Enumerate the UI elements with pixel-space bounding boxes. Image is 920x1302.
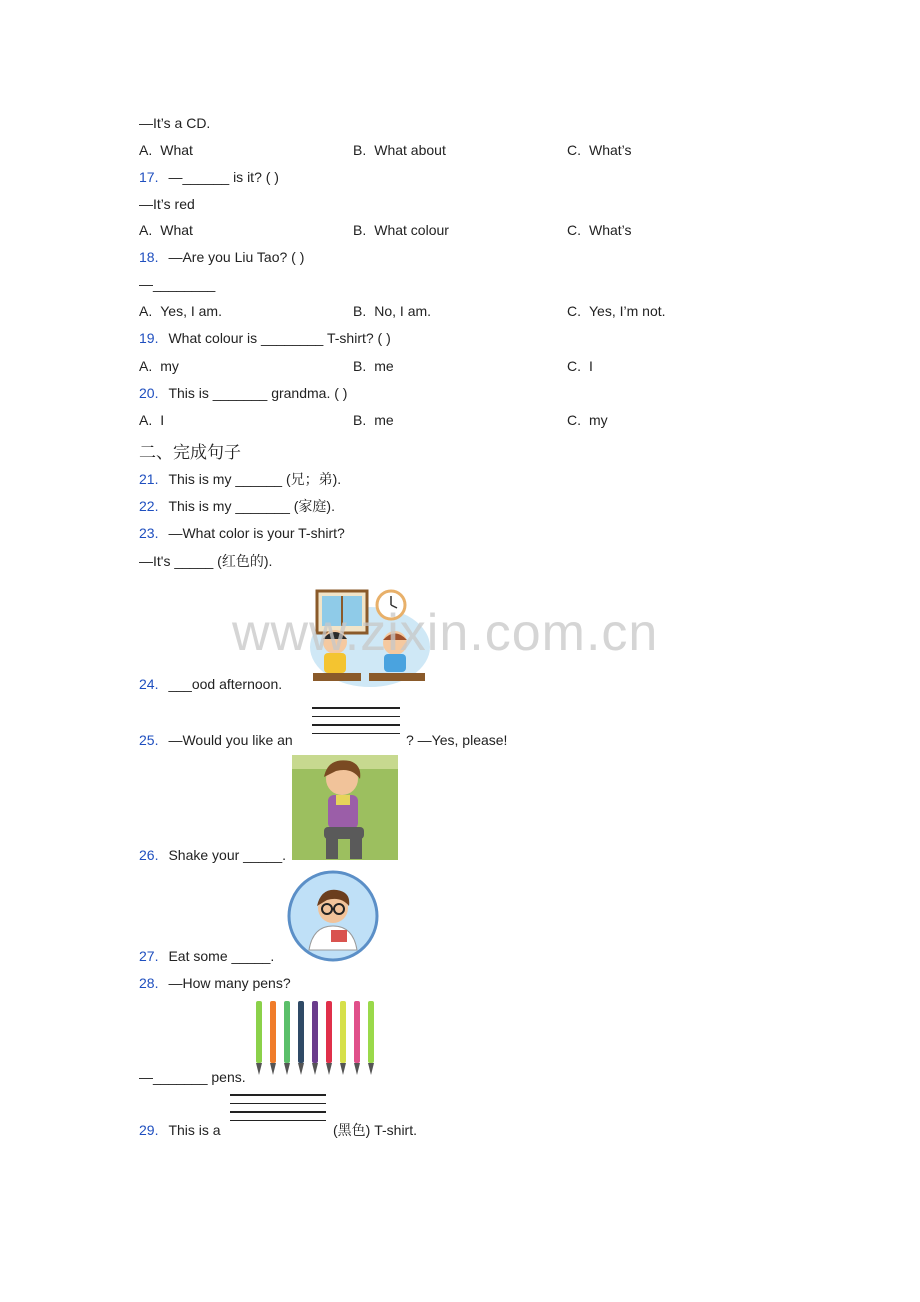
blank-line bbox=[312, 733, 400, 735]
question-number: 23. bbox=[139, 525, 159, 541]
question-number: 19. bbox=[139, 330, 159, 346]
question-text: —Are you Liu Tao? ( ) bbox=[168, 249, 305, 265]
question-text: Eat some _____. bbox=[168, 948, 275, 964]
answer-blank-lines bbox=[312, 707, 400, 741]
question-number: 24. bbox=[139, 676, 159, 692]
question-29 bbox=[139, 1121, 221, 1139]
option-text: What bbox=[160, 222, 193, 238]
question-text: This is my ______ (兄；弟). bbox=[168, 471, 342, 487]
question-25 bbox=[139, 731, 293, 749]
option-letter: A. bbox=[139, 303, 153, 319]
question-number: 20. bbox=[139, 385, 159, 401]
colored-pens-illustration bbox=[252, 997, 378, 1079]
blank-line bbox=[312, 707, 400, 709]
option-letter: C. bbox=[567, 142, 581, 158]
question-23 bbox=[139, 524, 345, 542]
question-26 bbox=[139, 846, 286, 864]
question-text-before: This is a bbox=[168, 1122, 221, 1138]
q16-answer: —It’s a CD. bbox=[139, 115, 211, 131]
q17-answer: —It’s red bbox=[139, 196, 195, 212]
question-text-after: ? —Yes, please! bbox=[406, 732, 508, 748]
q19-option-c[interactable] bbox=[567, 357, 593, 375]
answer-blank-lines bbox=[230, 1094, 326, 1128]
question-number: 22. bbox=[139, 498, 159, 514]
question-text: This is my _______ (家庭). bbox=[168, 498, 335, 514]
q18-option-b[interactable] bbox=[353, 302, 431, 320]
option-text: me bbox=[374, 412, 394, 428]
option-letter: B. bbox=[353, 303, 367, 319]
blank-line bbox=[230, 1094, 326, 1096]
option-letter: A. bbox=[139, 358, 153, 374]
question-text: —______ is it? ( ) bbox=[168, 169, 279, 185]
q16-option-c[interactable] bbox=[567, 141, 632, 159]
question-text: This is _______ grandma. ( ) bbox=[168, 385, 348, 401]
option-text: I bbox=[160, 412, 165, 428]
question-text: —What color is your T-shirt? bbox=[168, 525, 345, 541]
option-text: my bbox=[160, 358, 179, 374]
option-text: Yes, I’m not. bbox=[589, 303, 666, 319]
q18-option-c[interactable] bbox=[567, 302, 666, 320]
blank-line bbox=[230, 1120, 326, 1122]
q20-option-a[interactable] bbox=[139, 411, 164, 429]
question-24 bbox=[139, 675, 282, 693]
option-text: me bbox=[374, 358, 394, 374]
question-number: 21. bbox=[139, 471, 159, 487]
question-text: Shake your _____. bbox=[168, 847, 286, 863]
question-number: 29. bbox=[139, 1122, 159, 1138]
question-19 bbox=[139, 329, 391, 347]
option-text: What about bbox=[374, 142, 446, 158]
blank-line bbox=[312, 716, 400, 718]
question-28 bbox=[139, 974, 291, 992]
section-heading: 二、完成句子 bbox=[139, 443, 241, 463]
option-text: What’s bbox=[589, 142, 632, 158]
q20-option-c[interactable] bbox=[567, 411, 608, 429]
boy-with-glasses-eating-illustration bbox=[287, 870, 379, 962]
question-text: ___ood afternoon. bbox=[168, 676, 283, 692]
option-letter: C. bbox=[567, 412, 581, 428]
q28-answer: —_______ pens. bbox=[139, 1069, 246, 1085]
option-letter: B. bbox=[353, 142, 367, 158]
watermark: www.zixin.com.cn bbox=[232, 604, 659, 662]
q18-option-a[interactable] bbox=[139, 302, 222, 320]
option-letter: C. bbox=[567, 222, 581, 238]
question-number: 17. bbox=[139, 169, 159, 185]
option-text: What’s bbox=[589, 222, 632, 238]
question-22 bbox=[139, 497, 335, 515]
option-letter: B. bbox=[353, 358, 367, 374]
question-number: 26. bbox=[139, 847, 159, 863]
q17-option-a[interactable] bbox=[139, 221, 193, 239]
q20-option-b[interactable] bbox=[353, 411, 394, 429]
q19-option-b[interactable] bbox=[353, 357, 394, 375]
blank-line bbox=[230, 1111, 326, 1113]
question-17 bbox=[139, 168, 279, 186]
question-text: —How many pens? bbox=[168, 975, 291, 991]
option-text: I bbox=[589, 358, 593, 374]
question-20 bbox=[139, 384, 347, 402]
q19-option-a[interactable] bbox=[139, 357, 179, 375]
question-number: 18. bbox=[139, 249, 159, 265]
q18-answer: —________ bbox=[139, 276, 216, 292]
question-number: 25. bbox=[139, 732, 159, 748]
option-text: my bbox=[589, 412, 608, 428]
question-21 bbox=[139, 470, 341, 488]
option-text: What colour bbox=[374, 222, 449, 238]
question-number: 27. bbox=[139, 948, 159, 964]
option-letter: C. bbox=[567, 358, 581, 374]
option-letter: C. bbox=[567, 303, 581, 319]
q17-option-b[interactable] bbox=[353, 221, 449, 239]
boy-sitting-illustration bbox=[292, 755, 398, 860]
blank-line bbox=[230, 1103, 326, 1105]
question-18 bbox=[139, 248, 304, 266]
q23-answer: —It's _____ (红色的). bbox=[139, 553, 273, 569]
question-text-before: —Would you like an bbox=[168, 732, 293, 748]
option-letter: A. bbox=[139, 142, 153, 158]
option-letter: A. bbox=[139, 222, 153, 238]
option-text: No, I am. bbox=[374, 303, 432, 319]
q16-option-a[interactable] bbox=[139, 141, 193, 159]
option-text: What bbox=[160, 142, 193, 158]
question-text-after: (黑色) T-shirt. bbox=[333, 1122, 417, 1138]
question-number: 28. bbox=[139, 975, 159, 991]
blank-line bbox=[312, 724, 400, 726]
question-text: What colour is ________ T-shirt? ( ) bbox=[168, 330, 391, 346]
question-27 bbox=[139, 947, 274, 965]
option-letter: B. bbox=[353, 222, 367, 238]
option-text: Yes, I am. bbox=[160, 303, 222, 319]
q16-option-b[interactable] bbox=[353, 141, 446, 159]
option-letter: B. bbox=[353, 412, 367, 428]
q17-option-c[interactable] bbox=[567, 221, 632, 239]
option-letter: A. bbox=[139, 412, 153, 428]
